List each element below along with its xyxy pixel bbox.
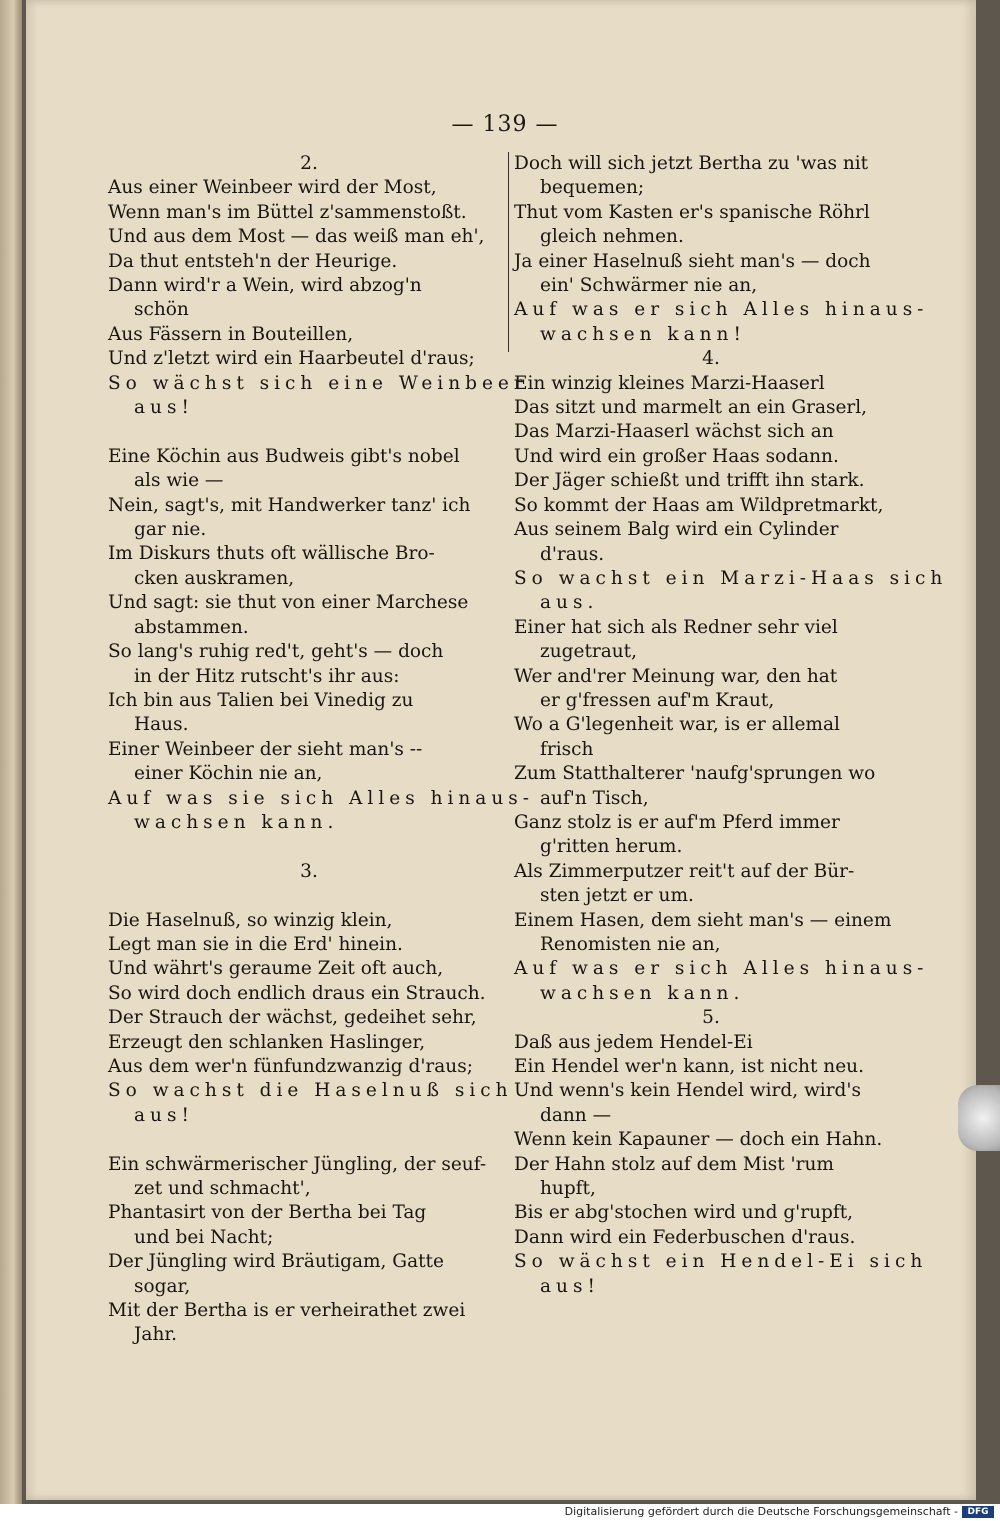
verse-line: Zum Statthalterer 'naufg'sprungen wo [514, 763, 876, 785]
verse-line: So wächst sich eine Weinbeer [108, 372, 528, 394]
verse-line: Bis er abg'stochen wird und g'rupft, [514, 1202, 854, 1224]
verse-line: ein' Schwärmer nie an, [540, 275, 758, 297]
verse-line: So wachst die Haselnuß sich [108, 1080, 513, 1102]
verse-line: in der Hitz rutscht's ihr aus: [134, 665, 400, 687]
verse-line: aus! [540, 1275, 600, 1297]
verse-line: auf'n Tisch, [540, 787, 649, 809]
verse-line: Der Hahn stolz auf dem Mist 'rum [514, 1153, 834, 1175]
verse-line: Einer Weinbeer der sieht man's -- [108, 738, 423, 760]
stanza-number: 2. [300, 153, 318, 174]
verse-line: Eine Köchin aus Budweis gibt's nobel [108, 445, 460, 467]
verse-line: sogar, [134, 1275, 191, 1297]
verse-line: zugetraut, [540, 641, 637, 663]
verse-line: wachsen kann. [540, 982, 745, 1004]
verse-line: Wenn kein Kapauner — doch ein Hahn. [514, 1129, 883, 1151]
page-number: — 139 — [451, 112, 559, 137]
verse-line: Als Zimmerputzer reit't auf der Bür- [514, 860, 855, 882]
verse-line: Der Jäger schießt und trifft ihn stark. [514, 470, 865, 492]
verse-line: Dann wird'r a Wein, wird abzog'n [108, 275, 422, 297]
stanza-number: 5. [702, 1007, 720, 1029]
left-text-column [108, 152, 535, 1348]
verse-line: Aus Fässern in Bouteillen, [108, 323, 354, 345]
verse-line: Das sitzt und marmelt an ein Graserl, [514, 397, 868, 419]
stanza-number: 4. [702, 348, 720, 370]
verse-line: Erzeugt den schlanken Haslinger, [108, 1031, 426, 1053]
stanza-gap [108, 884, 510, 908]
verse-line: d'raus. [540, 543, 605, 565]
verse-line: So kommt der Haas am Wildpretmarkt, [514, 494, 884, 516]
verse-line: Ja einer Haselnuß sieht man's — doch [514, 250, 871, 272]
verse-line: Renomisten nie an, [540, 934, 721, 955]
verse-line: Dann wird ein Federbuschen d'raus. [514, 1226, 856, 1248]
verse-line: er g'fressen auf'm Kraut, [540, 689, 775, 711]
verse-line: Auf was sie sich Alles hinaus- [108, 787, 535, 809]
verse-line: Der Strauch der wächst, gedeihet sehr, [108, 1007, 477, 1029]
verse-line: Jahr. [134, 1324, 178, 1346]
verse-line: So wachst ein Marzi-Haas sich [514, 567, 948, 589]
verse-line: Daß aus jedem Hendel-Ei [514, 1031, 753, 1053]
verse-line: Im Diskurs thuts oft wällische Bro- [108, 543, 435, 565]
verse-line: aus. [540, 592, 599, 614]
verse-line: wachsen kann! [540, 323, 746, 345]
stanza-gap [108, 835, 510, 859]
column-divider [508, 152, 509, 352]
verse-line: So lang's ruhig red't, geht's — doch [108, 641, 444, 663]
verse-line: und bei Nacht; [134, 1226, 274, 1248]
verse-line: hupft, [540, 1178, 596, 1200]
verse-line: So wächst ein Hendel-Ei sich [514, 1251, 928, 1273]
verse-line: Und wenn's kein Hendel wird, wird's [514, 1080, 861, 1102]
verse-line: Die Haselnuß, so winzig klein, [108, 909, 393, 931]
right-text-column [514, 152, 948, 1299]
verse-line: Aus einer Weinbeer wird der Most, [108, 177, 437, 199]
verse-line: gar nie. [134, 519, 207, 541]
verse-line: Ein Hendel wer'n kann, ist nicht neu. [514, 1056, 864, 1078]
verse-line: aus! [134, 1104, 194, 1126]
verse-line: Und wird ein großer Haas sodann. [514, 445, 839, 467]
verse-line: Aus seinem Balg wird ein Cylinder [514, 519, 839, 541]
verse-line: Wer and'rer Meinung war, den hat [514, 665, 838, 687]
verse-line: Ein winzig kleines Marzi-Haaserl [514, 372, 825, 394]
verse-line: sten jetzt er um. [540, 885, 694, 907]
verse-line: Legt man sie in die Erd' hinein. [108, 933, 403, 955]
verse-line: Einem Hasen, dem sieht man's — einem [514, 909, 892, 931]
verse-line: aus! [134, 397, 194, 419]
verse-line: Das Marzi-Haaserl wächst sich an [514, 421, 834, 443]
verse-line: Und z'letzt wird ein Haarbeutel d'raus; [108, 348, 475, 370]
verse-line: dann — [540, 1104, 612, 1126]
verse-line: g'ritten herum. [540, 836, 683, 858]
verse-line: Thut vom Kasten er's spanische Röhrl [514, 201, 870, 223]
stanza-gap [108, 420, 510, 444]
verse-line: Ich bin aus Talien bei Vinedig zu [108, 689, 414, 711]
previous-page-edge [0, 0, 22, 1504]
verse-line: Mit der Bertha is er verheirathet zwei [108, 1300, 466, 1322]
verse-line: als wie — [134, 470, 224, 492]
verse-line: bequemen; [540, 177, 645, 199]
stanza-number: 3. [300, 860, 318, 882]
verse-line: zet und schmacht', [134, 1178, 311, 1199]
verse-line: einer Köchin nie an, [134, 763, 323, 785]
verse-line: Einer hat sich als Redner sehr viel [514, 616, 838, 638]
verse-line: frisch [540, 738, 594, 760]
verse-line: Phantasirt von der Bertha bei Tag [108, 1202, 427, 1224]
verse-line: Nein, sagt's, mit Handwerker tanz' ich [108, 494, 471, 516]
verse-line: Ein schwärmerischer Jüngling, der seuf- [108, 1153, 487, 1175]
dfg-logo: DFG [962, 1506, 994, 1518]
verse-line: abstammen. [134, 616, 249, 638]
verse-line: Der Jüngling wird Bräutigam, Gatte [108, 1251, 444, 1273]
verse-line: cken auskramen, [134, 567, 295, 589]
verse-line: wachsen kann. [134, 811, 339, 833]
verse-line: Und währt's geraume Zeit oft auch, [108, 958, 444, 980]
verse-line: Und aus dem Most — das weiß man eh', [108, 226, 485, 248]
verse-line: Auf was er sich Alles hinaus- [514, 958, 929, 980]
verse-line: Da thut entsteh'n der Heurige. [108, 250, 398, 272]
verse-line: gleich nehmen. [540, 226, 684, 248]
verse-line: Und sagt: sie thut von einer Marchese [108, 592, 469, 614]
verse-line: Aus dem wer'n fünfundzwanzig d'raus; [108, 1055, 473, 1077]
verse-line: Wo a G'legenheit war, is er allemal [514, 714, 840, 736]
verse-line: Doch will sich jetzt Bertha zu 'was nit [514, 153, 869, 174]
stanza-gap [108, 1128, 510, 1152]
verse-line: Ganz stolz is er auf'm Pferd immer [514, 811, 840, 833]
verse-line: So wird doch endlich draus ein Strauch. [108, 982, 486, 1004]
verse-line: Auf was er sich Alles hinaus- [514, 299, 929, 321]
verse-line: Haus. [134, 714, 189, 736]
verse-line: schön [134, 299, 189, 321]
digitization-credit: Digitalisierung gefördert durch die Deutsche Forschungsgemeinschaft - [564, 1505, 958, 1518]
page-clip [958, 1085, 1000, 1151]
verse-line: Wenn man's im Büttel z'sammenstoßt. [108, 201, 467, 223]
